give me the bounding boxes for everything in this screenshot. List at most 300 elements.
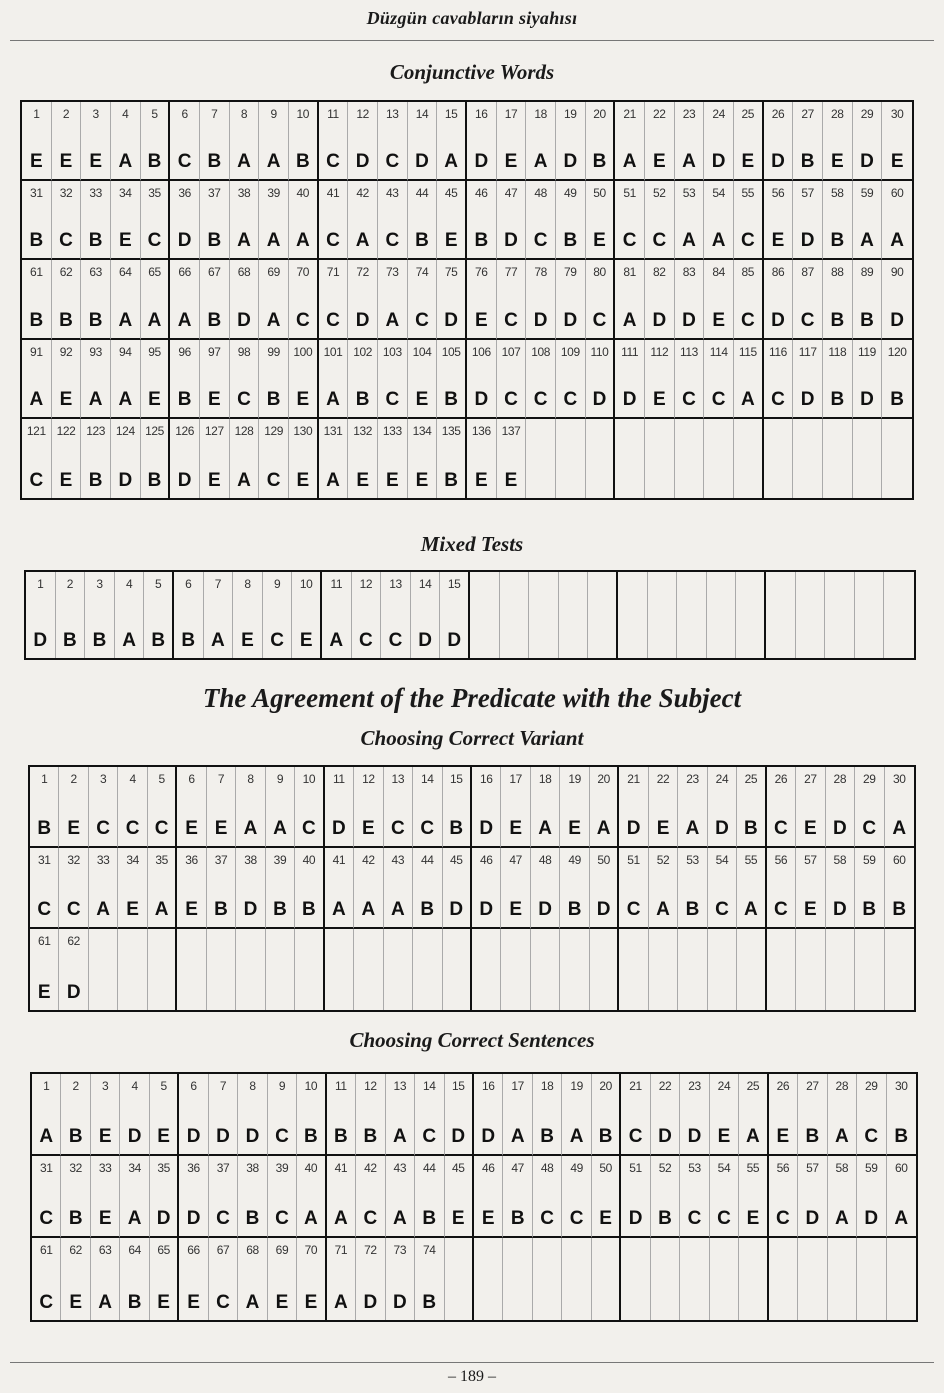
question-number: 15 — [447, 577, 461, 591]
answer-letter: A — [711, 230, 726, 252]
answer-letter: A — [385, 309, 400, 331]
answer-cell — [586, 181, 616, 260]
answer-letter: B — [420, 899, 435, 920]
question-number: 18 — [534, 107, 547, 121]
answer-letter: D — [628, 1208, 643, 1229]
answer-letter: A — [834, 1126, 849, 1147]
answer-cell — [710, 1074, 739, 1156]
empty-cell — [704, 419, 734, 498]
question-number: 9 — [276, 772, 284, 786]
question-number: 71 — [326, 265, 340, 280]
answer-cell — [764, 260, 794, 339]
question-number: 88 — [831, 265, 844, 280]
answer-cell — [413, 848, 442, 929]
answer-cell — [445, 1156, 474, 1238]
answer-cell — [230, 181, 260, 260]
answer-letter: D — [474, 388, 489, 410]
question-number: 77 — [504, 265, 518, 280]
question-number: 16 — [479, 772, 493, 786]
answer-letter: C — [295, 309, 310, 331]
question-number: 83 — [682, 265, 696, 280]
answer-cell — [704, 102, 734, 181]
answer-letter: A — [243, 818, 258, 839]
question-number: 12 — [359, 577, 373, 591]
answer-cell — [467, 419, 497, 498]
answer-letter: B — [147, 469, 162, 491]
answer-cell — [497, 340, 527, 419]
answer-cell — [148, 848, 177, 929]
answer-letter: D — [33, 630, 48, 651]
answer-cell — [356, 1074, 385, 1156]
answer-cell — [61, 1156, 90, 1238]
answer-cell — [737, 848, 766, 929]
answer-cell — [356, 1238, 385, 1320]
question-number: 19 — [570, 1079, 583, 1093]
question-number: 30 — [894, 1079, 908, 1093]
answer-letter: E — [207, 388, 221, 410]
answer-letter: C — [266, 469, 281, 491]
answer-letter: A — [740, 388, 755, 410]
answer-letter: C — [177, 151, 192, 173]
question-number: 26 — [771, 107, 785, 121]
answer-cell — [443, 767, 472, 848]
question-number: 51 — [627, 853, 640, 867]
answer-cell — [207, 767, 236, 848]
answer-cell — [855, 848, 884, 929]
answer-cell — [826, 767, 855, 848]
question-number: 30 — [892, 772, 906, 786]
question-number: 42 — [356, 186, 369, 201]
answer-cell — [823, 102, 853, 181]
answer-letter: E — [296, 469, 310, 491]
answer-cell — [289, 260, 319, 339]
question-number: 50 — [593, 186, 606, 201]
question-number: 20 — [593, 107, 606, 121]
answer-cell — [739, 1074, 768, 1156]
answer-cell — [386, 1074, 415, 1156]
answer-cell — [378, 102, 408, 181]
answer-letter: D — [596, 899, 611, 920]
question-number: 11 — [330, 577, 343, 591]
answer-letter: B — [207, 230, 222, 252]
answer-letter: D — [687, 1126, 702, 1147]
answer-letter: A — [361, 899, 376, 920]
question-number: 20 — [597, 772, 610, 786]
answer-cell — [526, 260, 556, 339]
answer-cell — [472, 848, 501, 929]
answer-letter: E — [481, 1208, 495, 1229]
answer-cell — [59, 848, 88, 929]
answer-letter: A — [682, 151, 696, 173]
question-number: 80 — [593, 265, 606, 280]
answer-letter: A — [538, 818, 553, 839]
answer-letter: A — [510, 1126, 525, 1147]
answer-cell — [708, 767, 737, 848]
question-number: 39 — [267, 186, 280, 201]
answer-cell — [467, 102, 497, 181]
answer-cell — [828, 1156, 857, 1238]
question-number: 121 — [26, 423, 46, 438]
answer-letter: C — [37, 899, 52, 920]
section-title-mixed-tests: Mixed Tests — [420, 532, 524, 556]
question-number: 67 — [208, 265, 221, 280]
answer-cell — [437, 260, 467, 339]
answer-cell — [764, 340, 794, 419]
empty-cell — [648, 572, 678, 658]
question-number: 91 — [30, 344, 43, 359]
question-number: 135 — [441, 423, 461, 438]
answer-letter: A — [622, 309, 637, 331]
answer-cell — [767, 848, 796, 929]
question-number: 1 — [37, 577, 44, 591]
answer-letter: D — [186, 1126, 201, 1147]
answer-letter: C — [740, 230, 755, 252]
answer-cell — [381, 572, 411, 658]
answer-letter: C — [154, 818, 169, 839]
answer-cell — [319, 102, 349, 181]
question-number: 46 — [481, 1161, 495, 1175]
answer-letter: D — [177, 469, 192, 491]
question-number: 33 — [89, 186, 102, 201]
answer-cell — [259, 340, 289, 419]
answer-cell — [259, 102, 289, 181]
empty-cell — [148, 929, 177, 1010]
question-number: 26 — [774, 772, 788, 786]
empty-cell — [207, 929, 236, 1010]
empty-cell — [266, 929, 295, 1010]
question-number: 110 — [590, 344, 609, 359]
answer-cell — [81, 340, 111, 419]
question-number: 113 — [680, 344, 698, 359]
answer-letter: A — [392, 1208, 407, 1229]
answer-letter: C — [385, 151, 400, 173]
answer-letter: C — [363, 1208, 378, 1229]
answer-letter: B — [68, 1126, 83, 1147]
answer-letter: B — [181, 630, 196, 651]
answer-letter: D — [237, 309, 251, 331]
empty-cell — [295, 929, 324, 1010]
question-number: 6 — [188, 772, 195, 786]
answer-grid-mixed-tests — [24, 570, 916, 660]
answer-cell — [882, 181, 912, 260]
question-number: 14 — [423, 1079, 436, 1093]
answer-letter: E — [804, 899, 817, 920]
answer-cell — [734, 340, 764, 419]
answer-cell — [111, 260, 141, 339]
answer-letter: C — [422, 1126, 437, 1147]
empty-cell — [796, 572, 826, 658]
question-number: 68 — [237, 265, 251, 280]
question-number: 32 — [67, 853, 80, 867]
answer-cell — [586, 260, 616, 339]
question-number: 54 — [717, 1161, 731, 1175]
answer-letter: C — [147, 230, 162, 252]
answer-letter: C — [862, 818, 877, 839]
answer-letter: E — [157, 1126, 170, 1147]
answer-letter: C — [388, 630, 403, 651]
question-number: 4 — [129, 772, 136, 786]
question-number: 2 — [62, 107, 70, 121]
empty-cell — [590, 929, 619, 1010]
answer-letter: A — [118, 309, 133, 331]
question-number: 65 — [157, 1243, 170, 1257]
answer-letter: E — [776, 1126, 790, 1147]
answer-letter: E — [830, 151, 844, 173]
answer-letter: B — [744, 818, 758, 839]
answer-cell — [297, 1074, 326, 1156]
answer-letter: C — [39, 1292, 54, 1313]
question-number: 26 — [776, 1079, 790, 1093]
answer-cell — [798, 1156, 827, 1238]
answer-cell — [675, 181, 705, 260]
question-number: 62 — [59, 265, 73, 280]
answer-cell — [170, 340, 200, 419]
answer-cell — [22, 102, 52, 181]
answer-letter: A — [147, 309, 162, 331]
answer-cell — [472, 767, 501, 848]
answer-cell — [474, 1156, 503, 1238]
answer-cell — [734, 102, 764, 181]
empty-cell — [823, 419, 853, 498]
question-number: 38 — [244, 853, 257, 867]
answer-cell — [764, 181, 794, 260]
question-number: 134 — [412, 423, 432, 438]
question-number: 8 — [244, 577, 251, 591]
answer-letter: C — [385, 230, 400, 252]
header-rule — [10, 40, 934, 41]
question-number: 15 — [444, 107, 458, 121]
answer-letter: A — [334, 1292, 348, 1313]
answer-letter: E — [299, 630, 313, 651]
answer-cell — [378, 181, 408, 260]
answer-letter: E — [474, 309, 488, 331]
question-number: 87 — [801, 265, 814, 280]
answer-letter: A — [29, 388, 44, 410]
question-number: 58 — [831, 186, 844, 201]
question-number: 46 — [475, 186, 488, 201]
answer-letter: D — [533, 309, 548, 331]
answer-cell — [150, 1238, 179, 1320]
question-number: 28 — [833, 772, 847, 786]
question-number: 66 — [187, 1243, 200, 1257]
answer-cell — [708, 848, 737, 929]
answer-cell — [501, 767, 530, 848]
answer-cell — [497, 419, 527, 498]
answer-cell — [141, 181, 171, 260]
answer-cell — [678, 767, 707, 848]
question-number: 111 — [621, 344, 639, 359]
answer-letter: C — [326, 309, 340, 331]
question-number: 94 — [119, 344, 132, 359]
question-number: 13 — [393, 1079, 407, 1093]
answer-letter: E — [214, 818, 228, 839]
question-number: 35 — [155, 853, 168, 867]
answer-letter: E — [746, 1208, 760, 1229]
answer-cell — [348, 102, 378, 181]
answer-cell — [556, 102, 586, 181]
answer-cell — [796, 767, 825, 848]
question-number: 28 — [835, 1079, 849, 1093]
answer-letter: B — [474, 230, 489, 252]
answer-cell — [22, 340, 52, 419]
question-number: 34 — [128, 1161, 141, 1175]
question-number: 23 — [686, 772, 699, 786]
question-number: 74 — [423, 1243, 436, 1257]
empty-cell — [857, 1238, 886, 1320]
question-number: 59 — [863, 853, 876, 867]
question-number: 39 — [273, 853, 287, 867]
question-number: 9 — [270, 107, 277, 121]
running-head: Düzgün cavabların siyahısı — [366, 8, 578, 28]
answer-cell — [408, 260, 438, 339]
answer-cell — [236, 767, 265, 848]
empty-cell — [615, 419, 645, 498]
question-number: 35 — [148, 186, 161, 201]
answer-letter: C — [771, 388, 785, 410]
answer-cell — [590, 767, 619, 848]
question-number: 43 — [391, 853, 405, 867]
answer-letter: A — [355, 230, 370, 252]
answer-letter: D — [771, 151, 785, 173]
empty-cell — [325, 929, 354, 1010]
empty-cell — [708, 929, 737, 1010]
question-number: 103 — [382, 344, 402, 359]
question-number: 5 — [151, 107, 158, 121]
question-number: 22 — [656, 772, 670, 786]
answer-letter: D — [800, 230, 815, 252]
question-number: 14 — [415, 107, 429, 121]
question-number: 73 — [393, 1243, 407, 1257]
answer-letter: E — [118, 230, 132, 252]
answer-cell — [120, 1156, 149, 1238]
answer-cell — [885, 848, 914, 929]
answer-cell — [467, 260, 497, 339]
answer-letter: B — [892, 899, 907, 920]
answer-letter: C — [385, 388, 400, 410]
answer-letter: B — [295, 151, 310, 173]
answer-cell — [292, 572, 322, 658]
question-number: 131 — [323, 423, 343, 438]
answer-letter: E — [148, 388, 161, 410]
answer-cell — [615, 102, 645, 181]
answer-letter: B — [567, 899, 582, 920]
question-number: 1 — [33, 107, 40, 121]
question-number: 59 — [865, 1161, 878, 1175]
answer-cell — [348, 260, 378, 339]
question-number: 19 — [568, 772, 581, 786]
empty-cell — [855, 929, 884, 1010]
answer-cell — [230, 102, 260, 181]
answer-letter: B — [894, 1126, 909, 1147]
answer-letter: D — [363, 1292, 378, 1313]
answer-letter: A — [295, 230, 310, 252]
answer-cell — [887, 1156, 916, 1238]
question-number: 72 — [364, 1243, 377, 1257]
answer-letter: D — [860, 151, 874, 173]
answer-letter: D — [563, 309, 578, 331]
question-number: 101 — [323, 344, 343, 359]
answer-letter: A — [860, 230, 874, 252]
question-number: 33 — [96, 853, 110, 867]
question-number: 50 — [597, 853, 610, 867]
empty-cell — [621, 1238, 650, 1320]
answer-letter: D — [415, 151, 429, 173]
question-number: 66 — [178, 265, 191, 280]
question-number: 50 — [599, 1161, 612, 1175]
answer-letter: D — [177, 230, 192, 252]
question-number: 95 — [148, 344, 161, 359]
question-number: 2 — [66, 577, 74, 591]
empty-cell — [503, 1238, 532, 1320]
answer-cell — [111, 419, 141, 498]
answer-cell — [497, 260, 527, 339]
answer-letter: D — [479, 818, 494, 839]
answer-letter: D — [186, 1208, 201, 1229]
answer-letter: D — [479, 899, 494, 920]
answer-cell — [259, 260, 289, 339]
answer-cell — [295, 767, 324, 848]
answer-cell — [91, 1156, 120, 1238]
answer-cell — [823, 181, 853, 260]
answer-letter: C — [359, 630, 373, 651]
answer-letter: C — [270, 630, 284, 651]
question-number: 100 — [293, 344, 313, 359]
answer-cell — [348, 181, 378, 260]
answer-letter: C — [96, 818, 111, 839]
answer-cell — [857, 1074, 886, 1156]
question-number: 10 — [302, 772, 316, 786]
question-number: 33 — [98, 1161, 112, 1175]
answer-cell — [61, 1238, 90, 1320]
answer-cell — [207, 848, 236, 929]
answer-cell — [556, 260, 586, 339]
answer-cell — [268, 1156, 297, 1238]
question-number: 48 — [534, 186, 547, 201]
answer-letter: E — [89, 151, 102, 173]
answer-cell — [59, 767, 88, 848]
answer-cell — [118, 767, 147, 848]
question-number: 63 — [98, 1243, 112, 1257]
answer-cell — [111, 181, 141, 260]
answer-cell — [562, 1156, 591, 1238]
empty-cell — [677, 572, 707, 658]
answer-cell — [289, 102, 319, 181]
answer-letter: E — [652, 151, 666, 173]
question-number: 17 — [509, 772, 522, 786]
page-number: – 189 – — [448, 1368, 496, 1385]
question-number: 43 — [386, 186, 399, 201]
question-number: 13 — [391, 772, 405, 786]
question-number: 7 — [214, 577, 222, 591]
answer-cell — [467, 181, 497, 260]
answer-cell — [437, 181, 467, 260]
answer-cell — [675, 102, 705, 181]
answer-letter: C — [622, 230, 637, 252]
answer-letter: E — [98, 1126, 112, 1147]
question-number: 78 — [534, 265, 547, 280]
answer-cell — [209, 1074, 238, 1156]
answer-cell — [111, 340, 141, 419]
answer-letter: B — [92, 630, 107, 651]
answer-cell — [497, 181, 527, 260]
answer-letter: E — [356, 469, 369, 491]
answer-letter: E — [509, 818, 523, 839]
question-number: 24 — [712, 107, 725, 121]
question-number: 4 — [122, 107, 129, 121]
question-number: 42 — [364, 1161, 377, 1175]
answer-cell — [497, 102, 527, 181]
answer-cell — [592, 1074, 621, 1156]
